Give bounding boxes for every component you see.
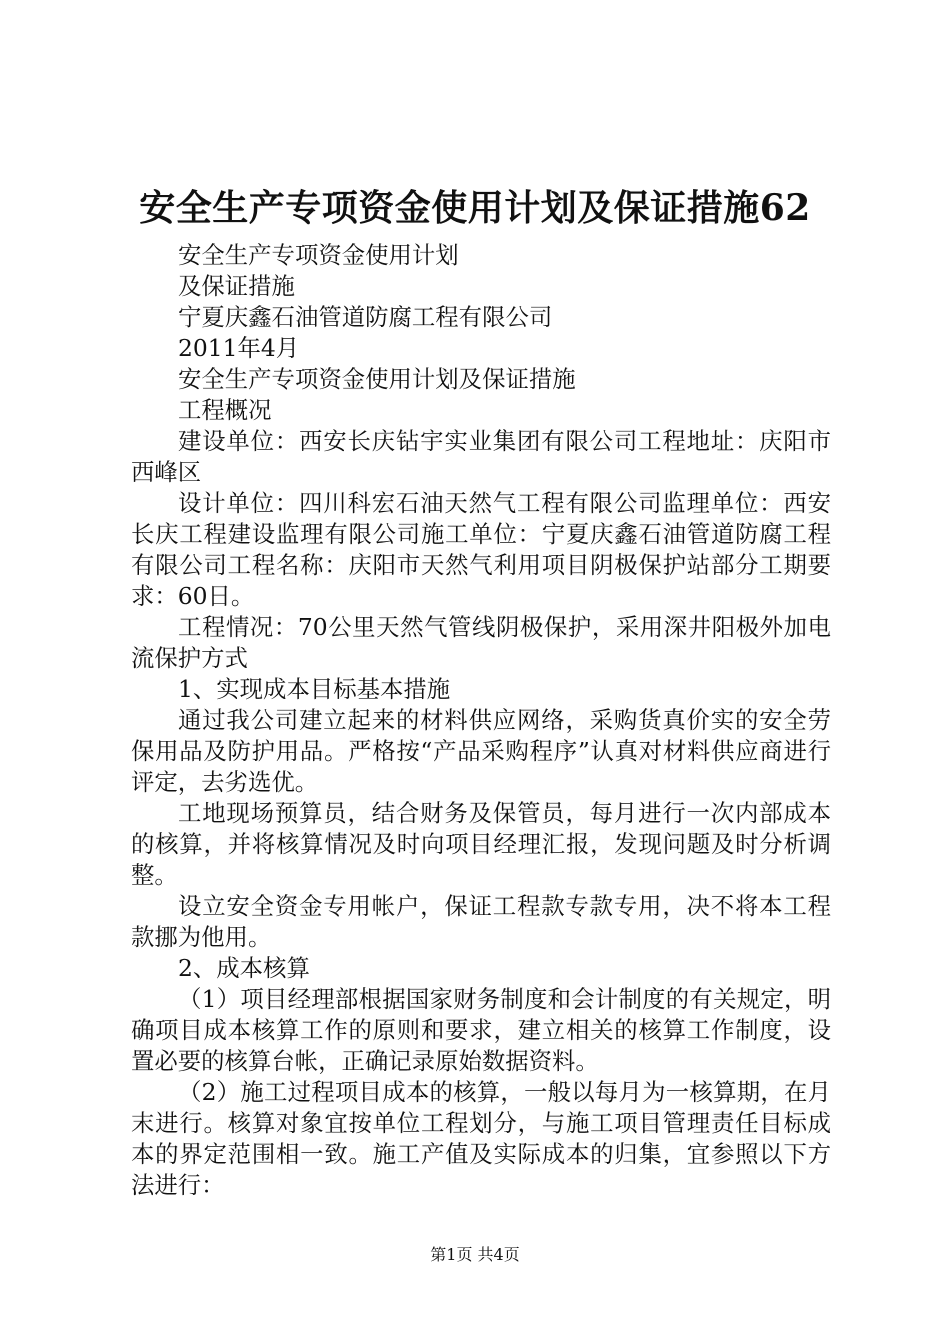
document-title: 安全生产专项资金使用计划及保证措施62 bbox=[139, 187, 811, 229]
paragraph: 宁夏庆鑫石油管道防腐工程有限公司 bbox=[178, 303, 553, 331]
page-footer: 第1页 共4页 bbox=[430, 1245, 520, 1264]
paragraph: 2、成本核算 bbox=[178, 954, 310, 982]
paragraph: 通过我公司建立起来的材料供应网络，采购货真价实的安全劳保用品及防护用品。严格按“产品采购程序”认真对材料供应商进行评定，去劣选优。 bbox=[131, 706, 831, 796]
paragraph: （1）项目经理部根据国家财务制度和会计制度的有关规定，明确项目成本核算工作的原则和要求，建立相关的核算工作制度，设置必要的核算台帐，正确记录原始数据资料。 bbox=[131, 985, 831, 1075]
paragraph: 1、实现成本目标基本措施 bbox=[178, 675, 451, 703]
paragraph: 工地现场预算员，结合财务及保管员，每月进行一次内部成本的核算，并将核算情况及时向项目经理汇报，发现问题及时分析调整。 bbox=[131, 799, 831, 889]
paragraph: 建设单位：西安长庆钻宇实业集团有限公司工程地址：庆阳市西峰区 bbox=[131, 427, 831, 486]
document-body bbox=[131, 240, 831, 1201]
paragraph: 工程概况 bbox=[178, 396, 272, 424]
paragraph: 及保证措施 bbox=[178, 272, 295, 300]
paragraph: 设立安全资金专用帐户，保证工程款专款专用，决不将本工程款挪为他用。 bbox=[131, 892, 831, 951]
paragraph: 工程情况：70公里天然气管线阴极保护，采用深井阳极外加电流保护方式 bbox=[131, 613, 831, 672]
paragraph: 设计单位：四川科宏石油天然气工程有限公司监理单位：西安长庆工程建设监理有限公司施工单位：宁夏庆鑫石油管道防腐工程有限公司工程名称：庆阳市天然气利用项目阴极保护站部分工期要求：60日。 bbox=[131, 489, 831, 610]
paragraph: 安全生产专项资金使用计划 bbox=[178, 241, 459, 269]
paragraph: 2011年4月 bbox=[178, 334, 300, 362]
paragraph: （2）施工过程项目成本的核算，一般以每月为一核算期，在月末进行。核算对象宜按单位工程划分，与施工项目管理责任目标成本的界定范围相一致。施工产值及实际成本的归集，宜参照以下方法进行： bbox=[131, 1078, 831, 1199]
paragraph: 安全生产专项资金使用计划及保证措施 bbox=[178, 365, 576, 393]
